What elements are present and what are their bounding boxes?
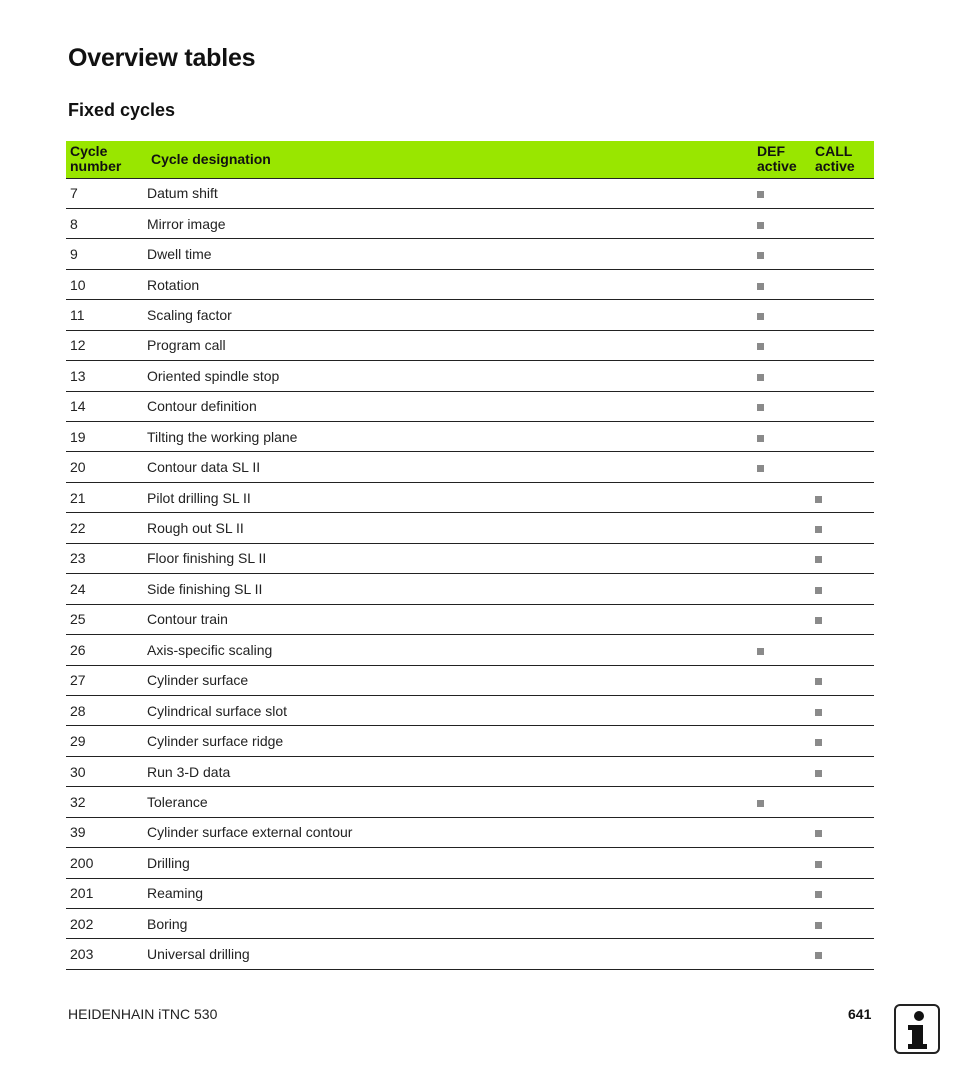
call-active-cell	[811, 817, 874, 847]
table-row	[66, 330, 874, 360]
cycle-number-cell: 24	[70, 580, 86, 597]
cycle-designation-cell: Axis-specific scaling	[147, 641, 273, 658]
table-row	[66, 695, 874, 725]
call-active-mark	[815, 739, 822, 746]
cycle-number-cell: 30	[70, 763, 86, 780]
call-active-cell	[811, 726, 874, 756]
cycle-number-cell: 26	[70, 641, 86, 658]
cycle-designation-cell: Universal drilling	[147, 946, 250, 963]
call-active-cell	[811, 330, 874, 360]
call-active-cell	[811, 422, 874, 452]
def-active-cell	[753, 635, 811, 665]
header-cycle-number-line2: number	[70, 158, 122, 175]
header-def-line2: active	[757, 158, 797, 175]
call-active-cell	[811, 635, 874, 665]
cycle-number-cell: 23	[70, 550, 86, 567]
cycle-number-cell: 14	[70, 398, 86, 415]
cycle-designation-cell: Run 3-D data	[147, 763, 231, 780]
cycle-designation-cell: Cylindrical surface slot	[147, 702, 288, 719]
call-active-cell	[811, 361, 874, 391]
cycle-number-cell: 29	[70, 733, 86, 750]
call-active-mark	[815, 678, 822, 685]
header-def-line1: DEF	[757, 143, 785, 160]
cycle-designation-cell: Rotation	[147, 276, 200, 293]
def-active-mark	[757, 404, 764, 411]
cycle-designation-cell: Mirror image	[147, 215, 226, 232]
call-active-cell	[811, 452, 874, 482]
def-active-mark	[757, 465, 764, 472]
cycle-number-cell: 39	[70, 824, 86, 841]
table-row	[66, 239, 874, 269]
def-active-mark	[757, 252, 764, 259]
header-cycle-number	[66, 141, 143, 178]
cycle-number-cell: 32	[70, 793, 86, 810]
def-active-cell	[753, 513, 811, 543]
cycle-number-cell: 19	[70, 428, 86, 445]
call-active-cell	[811, 756, 874, 786]
call-active-cell	[811, 239, 874, 269]
table-row	[66, 391, 874, 421]
def-active-cell	[753, 178, 811, 208]
cycle-designation-cell: Scaling factor	[147, 306, 232, 323]
table-row	[66, 269, 874, 299]
cycle-designation-cell: Boring	[147, 915, 188, 932]
table-row	[66, 665, 874, 695]
call-active-mark	[815, 922, 822, 929]
cycle-designation-cell: Cylinder surface external contour	[147, 824, 353, 841]
def-active-cell	[753, 787, 811, 817]
table-body	[66, 178, 874, 969]
def-active-cell	[753, 939, 811, 969]
table-row	[66, 635, 874, 665]
table-row	[66, 604, 874, 634]
def-active-mark	[757, 222, 764, 229]
def-active-mark	[757, 283, 764, 290]
cycle-designation-cell: Side finishing SL II	[147, 580, 263, 597]
cycle-designation-cell: Oriented spindle stop	[147, 367, 280, 384]
call-active-cell	[811, 695, 874, 725]
header-def-active	[753, 141, 811, 178]
cycle-number-cell: 21	[70, 489, 86, 506]
cycle-number-cell: 10	[70, 276, 86, 293]
call-active-mark	[815, 830, 822, 837]
table-row	[66, 726, 874, 756]
cycle-number-cell: 25	[70, 611, 86, 628]
def-active-mark	[757, 191, 764, 198]
call-active-cell	[811, 543, 874, 573]
table-row	[66, 939, 874, 969]
def-active-cell	[753, 756, 811, 786]
table-header-row	[66, 141, 874, 178]
table-row	[66, 909, 874, 939]
cycle-number-cell: 11	[70, 306, 85, 323]
def-active-cell	[753, 482, 811, 512]
section-title: Fixed cycles	[68, 100, 176, 120]
cycle-designation-cell: Contour train	[147, 611, 228, 628]
table-row	[66, 300, 874, 330]
cycle-number-cell: 22	[70, 520, 86, 537]
call-active-mark	[815, 617, 822, 624]
call-active-cell	[811, 178, 874, 208]
fixed-cycles-table	[66, 141, 874, 970]
call-active-cell	[811, 208, 874, 238]
def-active-cell	[753, 817, 811, 847]
call-active-cell	[811, 848, 874, 878]
cycle-number-cell: 202	[70, 915, 94, 932]
def-active-cell	[753, 300, 811, 330]
cycle-designation-cell: Cylinder surface ridge	[147, 733, 284, 750]
def-active-mark	[757, 313, 764, 320]
call-active-cell	[811, 909, 874, 939]
def-active-mark	[757, 648, 764, 655]
table-row	[66, 756, 874, 786]
table-row	[66, 787, 874, 817]
def-active-mark	[757, 374, 764, 381]
table-row	[66, 878, 874, 908]
table-row	[66, 817, 874, 847]
def-active-cell	[753, 665, 811, 695]
call-active-mark	[815, 770, 822, 777]
table-row	[66, 361, 874, 391]
call-active-mark	[815, 952, 822, 959]
info-icon-glyph	[896, 1006, 938, 1052]
def-active-cell	[753, 848, 811, 878]
cycle-number-cell: 12	[70, 337, 86, 354]
cycle-designation-cell: Floor finishing SL II	[147, 550, 267, 567]
table-row	[66, 513, 874, 543]
cycle-number-cell: 203	[70, 946, 94, 963]
table-row	[66, 482, 874, 512]
cycle-designation-cell: Tolerance	[147, 793, 208, 810]
cycle-designation-cell: Program call	[147, 337, 226, 354]
header-call-active	[811, 141, 874, 178]
call-active-mark	[815, 526, 822, 533]
cycle-designation-cell: Dwell time	[147, 246, 212, 263]
def-active-cell	[753, 330, 811, 360]
cycle-number-cell: 200	[70, 854, 94, 871]
def-active-cell	[753, 391, 811, 421]
def-active-cell	[753, 422, 811, 452]
cycle-number-cell: 27	[70, 672, 86, 689]
footer-product: HEIDENHAIN iTNC 530	[68, 1006, 218, 1022]
page-title: Overview tables	[68, 44, 256, 72]
header-cycle-designation	[143, 141, 753, 178]
cycle-designation-cell: Datum shift	[147, 185, 218, 202]
def-active-cell	[753, 574, 811, 604]
header-call-line2: active	[815, 158, 855, 175]
footer-page-number: 641	[848, 1006, 872, 1022]
table-row	[66, 543, 874, 573]
def-active-cell	[753, 909, 811, 939]
cycle-designation-cell: Reaming	[147, 885, 204, 902]
call-active-cell	[811, 300, 874, 330]
header-cycle-designation-label: Cycle designation	[151, 150, 271, 167]
cycle-number-cell: 28	[70, 702, 86, 719]
info-icon	[894, 1004, 940, 1054]
def-active-cell	[753, 361, 811, 391]
call-active-cell	[811, 878, 874, 908]
cycle-number-cell: 13	[70, 367, 86, 384]
table-row	[66, 574, 874, 604]
call-active-mark	[815, 496, 822, 503]
call-active-cell	[811, 269, 874, 299]
def-active-cell	[753, 269, 811, 299]
call-active-cell	[811, 787, 874, 817]
def-active-cell	[753, 695, 811, 725]
def-active-mark	[757, 435, 764, 442]
cycle-designation-cell: Contour definition	[147, 398, 257, 415]
def-active-cell	[753, 239, 811, 269]
cycle-number-cell: 20	[70, 459, 86, 476]
cycle-designation-cell: Cylinder surface	[147, 672, 249, 689]
call-active-mark	[815, 709, 822, 716]
call-active-mark	[815, 556, 822, 563]
call-active-mark	[815, 861, 822, 868]
def-active-cell	[753, 543, 811, 573]
call-active-cell	[811, 513, 874, 543]
cycle-designation-cell: Contour data SL II	[147, 459, 261, 476]
def-active-mark	[757, 800, 764, 807]
call-active-cell	[811, 574, 874, 604]
call-active-cell	[811, 939, 874, 969]
call-active-cell	[811, 482, 874, 512]
call-active-cell	[811, 391, 874, 421]
call-active-cell	[811, 665, 874, 695]
cycle-designation-cell: Drilling	[147, 854, 190, 871]
def-active-cell	[753, 208, 811, 238]
cycle-designation-cell: Rough out SL II	[147, 520, 244, 537]
cycle-number-cell: 8	[70, 215, 78, 232]
table-row	[66, 452, 874, 482]
cycle-number-cell: 7	[70, 185, 78, 202]
header-call-line1: CALL	[815, 143, 853, 160]
table-row	[66, 422, 874, 452]
table-row	[66, 208, 874, 238]
cycle-designation-cell: Pilot drilling SL II	[147, 489, 251, 506]
call-active-mark	[815, 587, 822, 594]
call-active-mark	[815, 891, 822, 898]
call-active-cell	[811, 604, 874, 634]
def-active-cell	[753, 452, 811, 482]
def-active-mark	[757, 343, 764, 350]
def-active-cell	[753, 604, 811, 634]
table-row	[66, 178, 874, 208]
table-row	[66, 848, 874, 878]
header-cycle-number-line1: Cycle	[70, 143, 108, 160]
cycle-number-cell: 9	[70, 246, 78, 263]
def-active-cell	[753, 726, 811, 756]
def-active-cell	[753, 878, 811, 908]
cycle-designation-cell: Tilting the working plane	[147, 428, 298, 445]
cycle-number-cell: 201	[70, 885, 94, 902]
